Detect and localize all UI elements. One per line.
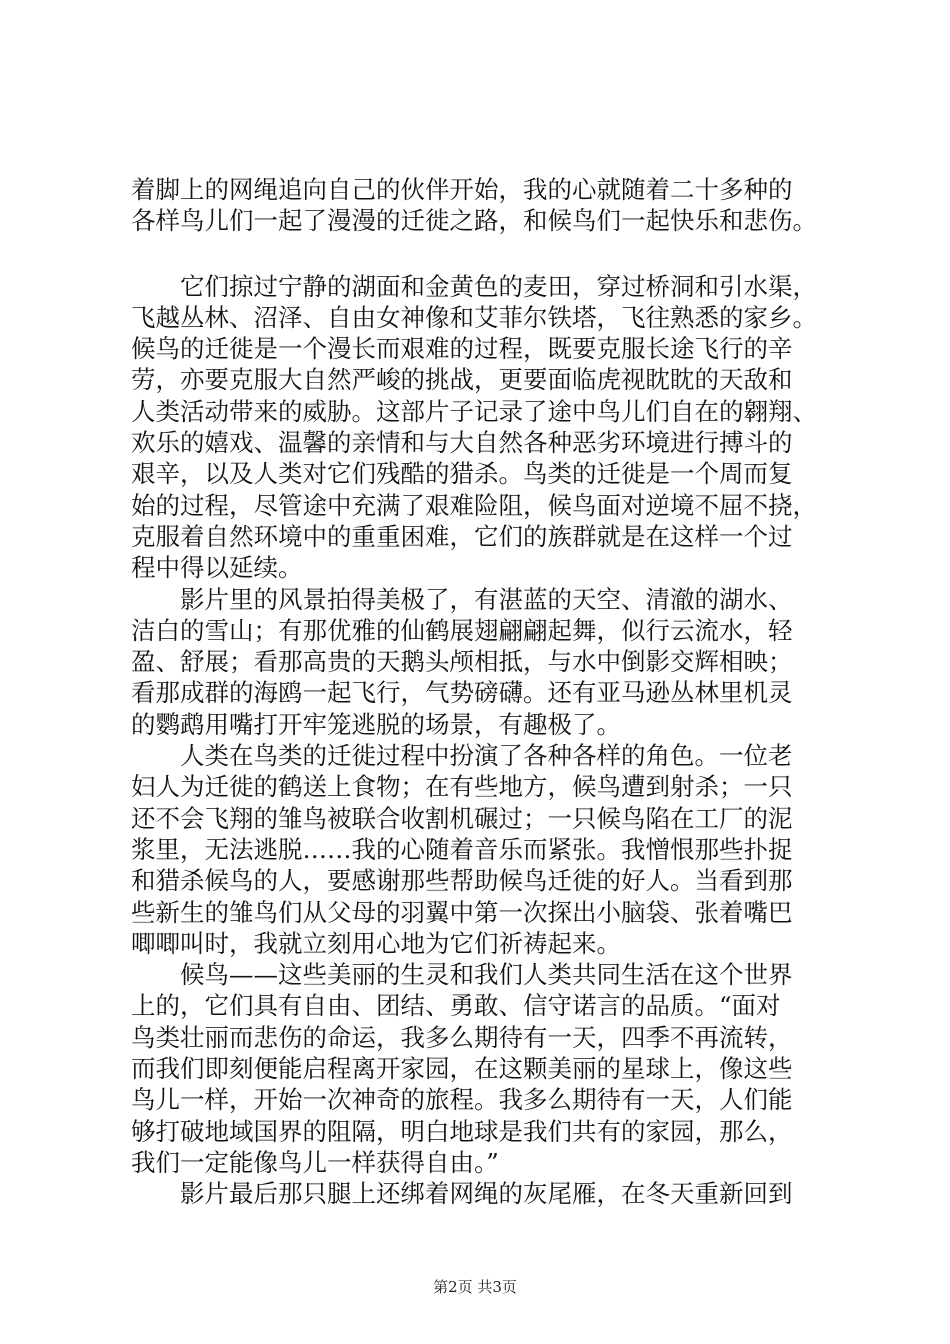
paragraph-line: 盈、舒展；看那高贵的天鹅头颅相抵，与水中倒影交辉相映； [131,647,793,677]
paragraph-line: 始的过程，尽管途中充满了艰难险阻，候鸟面对逆境不屈不挠， [131,490,817,520]
paragraph-4 [131,740,831,959]
paragraph-line: 各样鸟儿们一起了漫漫的迁徙之路，和候鸟们一起快乐和悲伤。 [131,206,817,236]
paragraph-5 [131,959,831,1178]
paragraph-line: 还不会飞翔的雏鸟被联合收割机碾过；一只候鸟陷在工厂的泥 [131,803,793,833]
paragraph-line: 人类在鸟类的迁徙过程中扮演了各种各样的角色。一位老 [180,741,793,771]
document-body [131,174,831,1210]
paragraph-line: 人类活动带来的威胁。这部片子记录了途中鸟儿们自在的翱翔、 [131,396,817,426]
paragraph-1 [131,174,831,237]
paragraph-line: 鸟儿一样，开始一次神奇的旅程。我多么期待有一天，人们能 [131,1085,793,1115]
paragraph-6 [131,1178,831,1209]
paragraph-line: 它们掠过宁静的湖面和金黄色的麦田，穿过桥洞和引水渠， [180,271,817,301]
paragraph-line: 我们一定能像鸟儿一样获得自由。” [131,1147,499,1177]
paragraph-line: 而我们即刻便能启程离开家园，在这颗美丽的星球上，像这些 [131,1054,793,1084]
paragraph-line: 浆里，无法逃脱……我的心随着音乐而紧张。我憎恨那些扑捉 [131,834,793,864]
paragraph-line: 影片最后那只腿上还绑着网绳的灰尾雁，在冬天重新回到 [180,1179,793,1209]
paragraph-line: 候鸟的迁徙是一个漫长而艰难的过程，既要克服长途飞行的辛 [131,334,793,364]
paragraph-line: 候鸟——这些美丽的生灵和我们人类共同生活在这个世界 [180,960,793,990]
paragraph-line: 洁白的雪山；有那优雅的仙鹤展翅翩翩起舞，似行云流水，轻 [131,615,793,645]
paragraph-line: 飞越丛林、沼泽、自由女神像和艾菲尔铁塔，飞往熟悉的家乡。 [131,302,817,332]
paragraph-spacer [131,237,831,271]
paragraph-line: 的鹦鹉用嘴打开牢笼逃脱的场景，有趣极了。 [131,709,621,739]
paragraph-line: 影片里的风景拍得美极了，有湛蓝的天空、清澈的湖水、 [180,584,793,614]
paragraph-line: 克服着自然环境中的重重困难，它们的族群就是在这样一个过 [131,521,793,551]
paragraph-line: 上的，它们具有自由、团结、勇敢、信守诺言的品质。“面对 [131,991,781,1021]
paragraph-line: 唧唧叫时，我就立刻用心地为它们祈祷起来。 [131,928,621,958]
paragraph-line: 妇人为迁徙的鹤送上食物；在有些地方，候鸟遭到射杀；一只 [131,772,793,802]
paragraph-2 [131,271,831,584]
paragraph-line: 看那成群的海鸥一起飞行，气势磅礴。还有亚马逊丛林里机灵 [131,678,793,708]
paragraph-line: 鸟类壮丽而悲伤的命运，我多么期待有一天，四季不再流转， [131,1022,793,1052]
paragraph-line: 和猎杀候鸟的人，要感谢那些帮助候鸟迁徙的好人。当看到那 [131,866,793,896]
paragraph-line: 劳，亦要克服大自然严峻的挑战，更要面临虎视眈眈的天敌和 [131,365,793,395]
page-number-footer: 第2页 共3页 [433,1278,517,1296]
paragraph-3 [131,584,831,740]
paragraph-line: 够打破地域国界的阻隔，明白地球是我们共有的家园，那么， [131,1116,793,1146]
paragraph-line: 程中得以延续。 [131,553,303,583]
paragraph-line: 欢乐的嬉戏、温馨的亲情和与大自然各种恶劣环境进行搏斗的 [131,428,793,458]
paragraph-line: 些新生的雏鸟们从父母的羽翼中第一次探出小脑袋、张着嘴巴 [131,897,793,927]
paragraph-line: 着脚上的网绳追向自己的伙伴开始，我的心就随着二十多种的 [131,175,793,204]
paragraph-line: 艰辛，以及人类对它们残酷的猎杀。鸟类的迁徙是一个周而复 [131,459,793,489]
